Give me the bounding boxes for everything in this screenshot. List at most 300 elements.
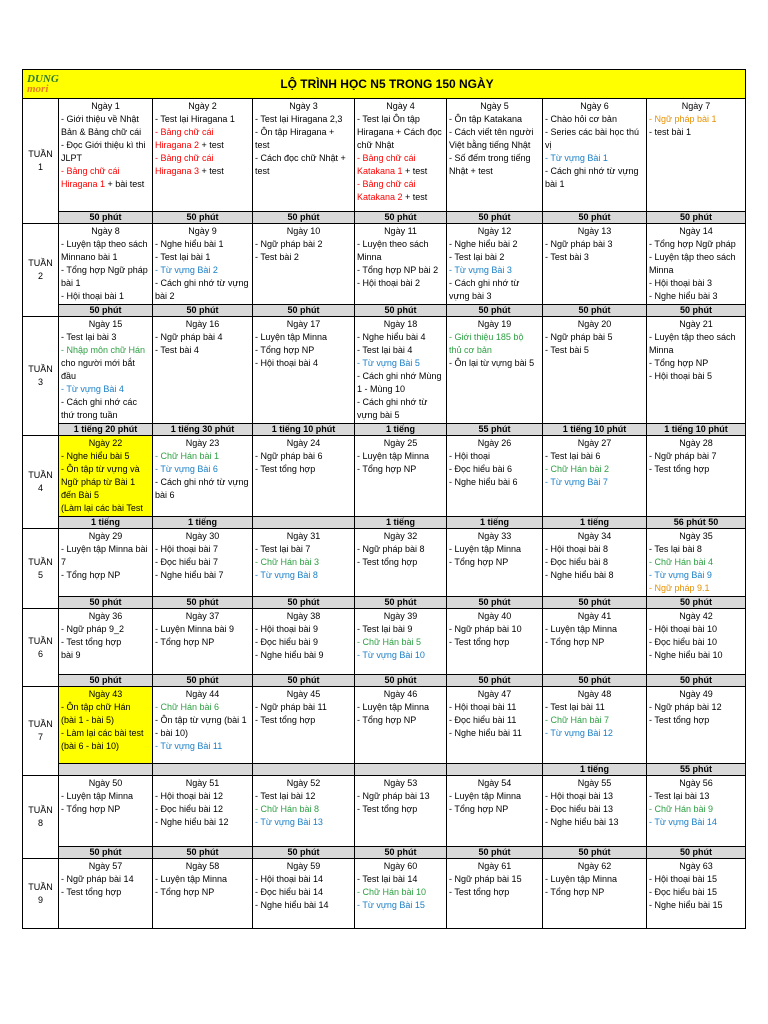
task-text: Hiragana 3 bbox=[155, 166, 200, 176]
task-line bbox=[545, 569, 644, 582]
task-line bbox=[155, 543, 250, 556]
week-label bbox=[23, 317, 59, 436]
task-text: - Hội thoại bài 9 bbox=[255, 624, 319, 634]
day-cell bbox=[253, 317, 355, 424]
task-line bbox=[61, 152, 150, 165]
duration-row bbox=[23, 764, 746, 776]
day-cell bbox=[253, 529, 355, 597]
task-line bbox=[357, 277, 444, 290]
task-text: 7 bbox=[61, 557, 67, 567]
task-line bbox=[357, 165, 444, 178]
day-cell bbox=[253, 859, 355, 929]
day-title: Ngày 39 bbox=[383, 611, 418, 621]
task-line bbox=[61, 165, 150, 178]
task-text: - Đọc Giới thiệu kì thi bbox=[61, 140, 146, 150]
task-text: - Số đếm trong tiếng bbox=[449, 153, 531, 163]
task-text: - Tổng hợp NP bbox=[357, 715, 417, 725]
week-label bbox=[23, 776, 59, 859]
task-text: - Chữ Hán bài 3 bbox=[255, 557, 320, 567]
task-line bbox=[449, 165, 540, 178]
task-text: - Luyện tập Minna bbox=[357, 451, 430, 461]
day-title: Ngày 3 bbox=[289, 101, 318, 111]
task-text: - Tổng hợp NP bbox=[449, 557, 509, 567]
task-line bbox=[61, 803, 150, 816]
task-text: - Luyện tập Minna bbox=[545, 874, 618, 884]
day-title: Ngày 23 bbox=[185, 438, 220, 448]
task-text: - Chữ Hán bài 8 bbox=[255, 804, 320, 814]
duration-cell: 50 phút bbox=[153, 675, 253, 687]
task-line bbox=[649, 714, 743, 727]
task-line bbox=[649, 816, 743, 829]
task-line bbox=[545, 331, 644, 344]
task-text: - Test bài 4 bbox=[155, 345, 199, 355]
task-text: - Test bài 3 bbox=[545, 252, 589, 262]
day-title: Ngày 30 bbox=[185, 531, 220, 541]
task-line bbox=[255, 899, 352, 912]
task-line bbox=[255, 165, 352, 178]
task-text: - Cách ghi nhớ từ vựng bbox=[545, 166, 639, 176]
task-line bbox=[155, 803, 250, 816]
day-cell bbox=[153, 99, 253, 212]
duration-cell: 50 phút bbox=[59, 305, 153, 317]
task-line bbox=[61, 264, 150, 277]
task-line bbox=[449, 727, 540, 740]
duration-cell: 50 phút bbox=[153, 305, 253, 317]
task-text: - Ngữ pháp bài 11 bbox=[255, 702, 327, 712]
day-cell bbox=[253, 609, 355, 675]
task-line bbox=[357, 152, 444, 165]
task-line bbox=[449, 238, 540, 251]
day-cell bbox=[355, 609, 447, 675]
task-text: - Hội thoại bài 1 bbox=[61, 291, 125, 301]
task-line bbox=[255, 816, 352, 829]
duration-cell: 50 phút bbox=[253, 212, 355, 224]
task-line bbox=[449, 331, 540, 344]
task-line bbox=[545, 790, 644, 803]
day-title: Ngày 9 bbox=[188, 226, 217, 236]
task-text: Ngữ pháp từ Bài 1 bbox=[61, 477, 136, 487]
task-text: - Nghe hiểu bài 1 bbox=[155, 239, 224, 249]
task-text: - Hội thoại bài 7 bbox=[155, 544, 219, 554]
day-title: Ngày 33 bbox=[477, 531, 512, 541]
task-line bbox=[545, 714, 644, 727]
task-line bbox=[357, 543, 444, 556]
task-text: Hiragana 2 bbox=[155, 140, 200, 150]
duration-cell: 50 phút bbox=[59, 847, 153, 859]
day-cell bbox=[647, 317, 746, 424]
task-line bbox=[155, 623, 250, 636]
task-text: - Luyện tập Minna bbox=[357, 702, 430, 712]
day-cell bbox=[153, 317, 253, 424]
task-text: đến Bài 5 bbox=[61, 490, 100, 500]
task-text: bài 6 bbox=[155, 490, 175, 500]
task-text: - Từ vựng Bài 10 bbox=[357, 650, 425, 660]
day-cell bbox=[253, 436, 355, 517]
task-suffix: + test bbox=[199, 166, 224, 176]
task-text: - Ngữ pháp bài 2 bbox=[255, 239, 323, 249]
task-line bbox=[357, 623, 444, 636]
duration-cell: 50 phút bbox=[59, 597, 153, 609]
task-text: - Đọc hiểu bài 11 bbox=[449, 715, 517, 725]
day-title: Ngày 63 bbox=[679, 861, 713, 871]
task-line bbox=[61, 489, 150, 502]
week-row bbox=[23, 529, 746, 597]
task-line bbox=[61, 251, 150, 264]
task-line bbox=[357, 238, 444, 251]
task-line bbox=[649, 331, 743, 344]
day-cell bbox=[59, 529, 153, 597]
day-cell bbox=[253, 687, 355, 764]
day-cell bbox=[647, 436, 746, 517]
task-text: - Ngữ pháp bài 1 bbox=[649, 114, 717, 124]
task-line bbox=[649, 277, 743, 290]
task-text: - Hội thoại bbox=[449, 451, 491, 461]
task-text: - Luyện Minna bài 9 bbox=[155, 624, 235, 634]
task-text: - Test tổng hợp bbox=[255, 464, 316, 474]
day-cell bbox=[153, 687, 253, 764]
task-line bbox=[155, 450, 250, 463]
task-text: - Ngữ pháp 9.1 bbox=[649, 583, 710, 593]
week-label-text: TUẦN bbox=[28, 805, 53, 815]
task-line bbox=[61, 476, 150, 489]
task-line bbox=[255, 714, 352, 727]
task-line bbox=[255, 450, 352, 463]
duration-cell: 50 phút bbox=[647, 847, 746, 859]
task-line bbox=[357, 370, 444, 383]
duration-cell: 1 tiếng bbox=[543, 764, 647, 776]
day-cell bbox=[447, 529, 543, 597]
dungmori-logo bbox=[27, 74, 67, 94]
task-text: - Test tổng hợp bbox=[255, 715, 316, 725]
day-cell bbox=[253, 776, 355, 847]
task-line bbox=[255, 636, 352, 649]
task-line bbox=[255, 126, 352, 139]
task-text: - Nghe hiểu bài 11 bbox=[449, 728, 522, 738]
task-text: - Test lại bài 7 bbox=[255, 544, 311, 554]
week-row bbox=[23, 436, 746, 517]
task-line bbox=[649, 569, 743, 582]
task-line bbox=[61, 740, 150, 753]
day-cell bbox=[543, 99, 647, 212]
duration-cell: 50 phút bbox=[447, 212, 543, 224]
day-title: Ngày 2 bbox=[188, 101, 217, 111]
week-label-text: 8 bbox=[37, 818, 43, 828]
task-text: - Tes lại bài 8 bbox=[649, 544, 702, 554]
task-text: Katakana 1 bbox=[357, 166, 403, 176]
day-cell bbox=[355, 529, 447, 597]
task-line bbox=[155, 636, 250, 649]
task-text: - Từ vựng Bài 11 bbox=[155, 741, 223, 751]
task-suffix: + test bbox=[402, 166, 428, 176]
week-label-text: 3 bbox=[37, 377, 43, 387]
task-text: - Tổng hợp NP bbox=[545, 637, 605, 647]
duration-cell: 50 phút bbox=[59, 675, 153, 687]
day-title: Ngày 47 bbox=[477, 689, 512, 699]
task-text: - Ngữ pháp 9_2 bbox=[61, 624, 125, 634]
task-text: - Luyện tập Minna bài bbox=[61, 544, 148, 554]
task-text: - Tổng hợp NP bbox=[255, 345, 315, 355]
task-line bbox=[155, 873, 250, 886]
task-line bbox=[649, 264, 743, 277]
task-text: Minna bbox=[649, 345, 674, 355]
duration-row bbox=[23, 212, 746, 224]
task-line bbox=[61, 636, 150, 649]
task-text: - Test lại bài 12 bbox=[255, 791, 316, 801]
task-line bbox=[649, 290, 743, 303]
task-line bbox=[155, 126, 250, 139]
day-cell bbox=[59, 317, 153, 424]
task-text: - Nhập môn chữ Hán bbox=[61, 345, 146, 355]
day-cell bbox=[59, 609, 153, 675]
task-text: - Từ vựng Bài 1 bbox=[545, 153, 608, 163]
week-label bbox=[23, 224, 59, 317]
task-text: - Từ vựng Bài 13 bbox=[255, 817, 323, 827]
task-text: - Từ vựng Bài 9 bbox=[649, 570, 712, 580]
duration-cell: 1 tiếng 10 phút bbox=[543, 424, 647, 436]
task-text: Nhật + test bbox=[449, 166, 493, 176]
day-cell bbox=[647, 529, 746, 597]
task-text: - Test lại bài 6 bbox=[545, 451, 601, 461]
task-text: Minna bbox=[649, 265, 674, 275]
task-text: - Test tổng hợp bbox=[61, 887, 122, 897]
duration-cell: 50 phút bbox=[355, 847, 447, 859]
day-cell bbox=[647, 776, 746, 847]
page-title: LỘ TRÌNH HỌC N5 TRONG 150 NGÀY bbox=[280, 76, 494, 91]
week-label-text: 6 bbox=[37, 648, 43, 659]
day-cell bbox=[447, 224, 543, 305]
task-text: thủ cơ bản bbox=[449, 345, 492, 355]
task-line bbox=[155, 701, 250, 714]
task-text: - Đọc hiểu bài 15 bbox=[649, 887, 718, 897]
task-line bbox=[255, 623, 352, 636]
task-text: - Từ vựng Bài 8 bbox=[255, 570, 318, 580]
duration-cell: 50 phút bbox=[253, 675, 355, 687]
task-line bbox=[357, 649, 444, 662]
task-text: - Nghe hiểu bài 2 bbox=[449, 239, 518, 249]
week-row bbox=[23, 317, 746, 424]
task-line bbox=[649, 623, 743, 636]
task-line bbox=[449, 139, 540, 152]
day-cell bbox=[153, 859, 253, 929]
task-text: (bài 6 - bài 10) bbox=[61, 741, 120, 751]
task-line bbox=[155, 277, 250, 290]
task-line bbox=[357, 344, 444, 357]
duration-cell: 1 tiếng 20 phút bbox=[59, 424, 153, 436]
duration-cell bbox=[253, 764, 355, 776]
task-text: thứ trong tuần bbox=[61, 410, 118, 420]
task-text: - Chữ Hán bài 2 bbox=[545, 464, 610, 474]
task-line bbox=[255, 463, 352, 476]
day-title: Ngày 17 bbox=[286, 319, 321, 329]
task-text: - Test lại bài 9 bbox=[357, 624, 413, 634]
task-line bbox=[155, 886, 250, 899]
task-line bbox=[649, 556, 743, 569]
day-cell bbox=[253, 99, 355, 212]
task-line bbox=[357, 450, 444, 463]
task-line bbox=[449, 701, 540, 714]
task-line bbox=[357, 264, 444, 277]
task-line bbox=[155, 463, 250, 476]
task-line bbox=[649, 886, 743, 899]
task-text: - Test tổng hợp bbox=[357, 804, 418, 814]
day-title: Ngày 46 bbox=[383, 689, 418, 699]
task-line bbox=[649, 344, 743, 357]
task-text: - Luyện tập Minna bbox=[255, 332, 328, 342]
task-line bbox=[61, 370, 150, 383]
duration-row bbox=[23, 597, 746, 609]
day-title: Ngày 54 bbox=[477, 778, 512, 788]
duration-cell: 50 phút bbox=[253, 597, 355, 609]
task-line bbox=[449, 543, 540, 556]
task-text: - Ôn tập chữ Hán bbox=[61, 702, 131, 712]
logo-text-line2: mori bbox=[27, 83, 49, 95]
task-text: - Tổng hợp NP bbox=[649, 358, 709, 368]
task-text: - Cách ghi nhớ từ bbox=[357, 397, 428, 407]
task-text: - Nghe hiểu bài 3 bbox=[649, 291, 718, 301]
task-text: - Test lại bài 14 bbox=[357, 874, 418, 884]
task-text: - Cách ghi nhớ từ vựng bbox=[155, 477, 249, 487]
task-text: - Ngữ pháp bài 14 bbox=[61, 874, 134, 884]
week-label-text: TUẦN bbox=[28, 881, 53, 892]
task-text: - Nghe hiểu bài 15 bbox=[649, 900, 723, 910]
task-text: - Cách viết tên người bbox=[449, 127, 534, 137]
task-text: - Tổng hợp NP bbox=[155, 637, 215, 647]
task-text: Hiragana 1 bbox=[61, 179, 106, 189]
duration-cell: 55 phút bbox=[447, 424, 543, 436]
task-text: - bài 10) bbox=[155, 728, 189, 738]
duration-row bbox=[23, 517, 746, 529]
duration-cell: 1 tiếng bbox=[355, 517, 447, 529]
task-line bbox=[255, 238, 352, 251]
task-text: - Ôn tập Katakana bbox=[449, 114, 523, 124]
task-text: - Cách ghi nhớ Mùng bbox=[357, 371, 442, 381]
task-line bbox=[155, 344, 250, 357]
task-text: - Bảng chữ cái bbox=[61, 166, 120, 176]
day-title: Ngày 60 bbox=[383, 861, 418, 871]
day-title: Ngày 22 bbox=[88, 438, 123, 448]
task-text: - Đọc hiểu bài 10 bbox=[649, 637, 718, 647]
task-text: - Đọc hiểu bài 9 bbox=[255, 637, 319, 647]
task-line bbox=[545, 113, 644, 126]
task-suffix: + test bbox=[402, 192, 428, 202]
task-line bbox=[61, 569, 150, 582]
task-line bbox=[545, 450, 644, 463]
task-text: - Tổng hợp NP bài 2 bbox=[357, 265, 439, 275]
task-text: - Nghe hiểu bài 9 bbox=[255, 650, 324, 660]
day-title: Ngày 43 bbox=[88, 689, 123, 699]
task-line bbox=[449, 873, 540, 886]
task-line bbox=[61, 290, 150, 303]
task-line bbox=[155, 790, 250, 803]
task-line bbox=[61, 178, 150, 191]
day-cell bbox=[355, 776, 447, 847]
task-line bbox=[61, 790, 150, 803]
task-text: chữ Nhật bbox=[357, 140, 395, 150]
task-text: - Luyện theo sách bbox=[357, 239, 429, 249]
day-title: Ngày 52 bbox=[286, 778, 321, 788]
task-line bbox=[545, 636, 644, 649]
task-line bbox=[449, 113, 540, 126]
day-title: Ngày 1 bbox=[91, 101, 120, 111]
task-text: - Chữ Hán bài 7 bbox=[545, 715, 610, 725]
day-title: Ngày 4 bbox=[386, 101, 415, 111]
day-cell bbox=[355, 436, 447, 517]
task-text: - Nghe hiểu bài 7 bbox=[155, 570, 224, 580]
task-text: - Cách ghi nhớ từ vựng bbox=[155, 278, 249, 288]
day-cell bbox=[543, 436, 647, 517]
task-text: test bbox=[255, 140, 270, 150]
day-title: Ngày 19 bbox=[477, 319, 512, 329]
task-line bbox=[449, 126, 540, 139]
task-text: vị bbox=[545, 140, 552, 150]
day-title: Ngày 44 bbox=[185, 689, 220, 699]
task-text: - Tổng hợp NP bbox=[449, 804, 509, 814]
task-line bbox=[545, 152, 644, 165]
task-line bbox=[61, 623, 150, 636]
day-cell bbox=[253, 224, 355, 305]
task-line bbox=[545, 139, 644, 152]
task-line bbox=[61, 701, 150, 714]
duration-cell: 50 phút bbox=[447, 675, 543, 687]
task-line bbox=[357, 873, 444, 886]
task-line bbox=[545, 816, 644, 829]
day-title: Ngày 18 bbox=[383, 319, 418, 329]
task-text: - Bảng chữ cái bbox=[155, 153, 214, 163]
task-text: - Test tổng hợp bbox=[649, 464, 710, 474]
duration-cell: 50 phút bbox=[447, 847, 543, 859]
duration-cell bbox=[253, 517, 355, 529]
task-line bbox=[61, 357, 150, 370]
task-line bbox=[649, 899, 743, 912]
task-text: - Luyện tập Minna bbox=[449, 544, 522, 554]
task-text: - Luyện tập Minna bbox=[545, 624, 618, 634]
task-text: - Bảng chữ cái bbox=[357, 179, 416, 189]
task-line bbox=[255, 139, 352, 152]
duration-cell: 1 tiếng bbox=[355, 424, 447, 436]
task-text: - Series các bài học thú bbox=[545, 127, 640, 137]
task-text: - Từ vựng Bài 6 bbox=[155, 464, 218, 474]
task-line bbox=[649, 450, 743, 463]
week-label-text: TUẦN bbox=[28, 149, 53, 159]
task-text: - Ôn tập từ vựng và bbox=[61, 464, 140, 474]
task-text: - Ôn lại từ vựng bài 5 bbox=[449, 358, 535, 368]
task-text: - Cách ghi nhớ các bbox=[61, 397, 137, 407]
task-line bbox=[255, 556, 352, 569]
duration-row bbox=[23, 675, 746, 687]
task-text: - Bảng chữ cái bbox=[357, 153, 416, 163]
duration-cell: 1 tiếng bbox=[59, 517, 153, 529]
duration-row bbox=[23, 305, 746, 317]
task-line bbox=[61, 331, 150, 344]
task-line bbox=[255, 344, 352, 357]
task-line bbox=[61, 727, 150, 740]
task-text: - Luyện tập Minna bbox=[61, 791, 134, 801]
task-text: - Bảng chữ cái bbox=[155, 127, 214, 137]
duration-cell: 50 phút bbox=[355, 212, 447, 224]
task-line bbox=[545, 238, 644, 251]
task-line bbox=[545, 803, 644, 816]
task-line bbox=[155, 816, 250, 829]
task-text: - Từ vựng Bài 5 bbox=[357, 358, 420, 368]
day-title: Ngày 41 bbox=[577, 611, 612, 621]
task-text: - Ngữ pháp bài 12 bbox=[649, 702, 722, 712]
duration-cell bbox=[153, 764, 253, 776]
duration-cell: 50 phút bbox=[543, 675, 647, 687]
week-row bbox=[23, 859, 746, 929]
task-text: - Ôn tập từ vựng (bài 1 bbox=[155, 715, 247, 725]
task-line bbox=[61, 886, 150, 899]
task-line bbox=[155, 251, 250, 264]
